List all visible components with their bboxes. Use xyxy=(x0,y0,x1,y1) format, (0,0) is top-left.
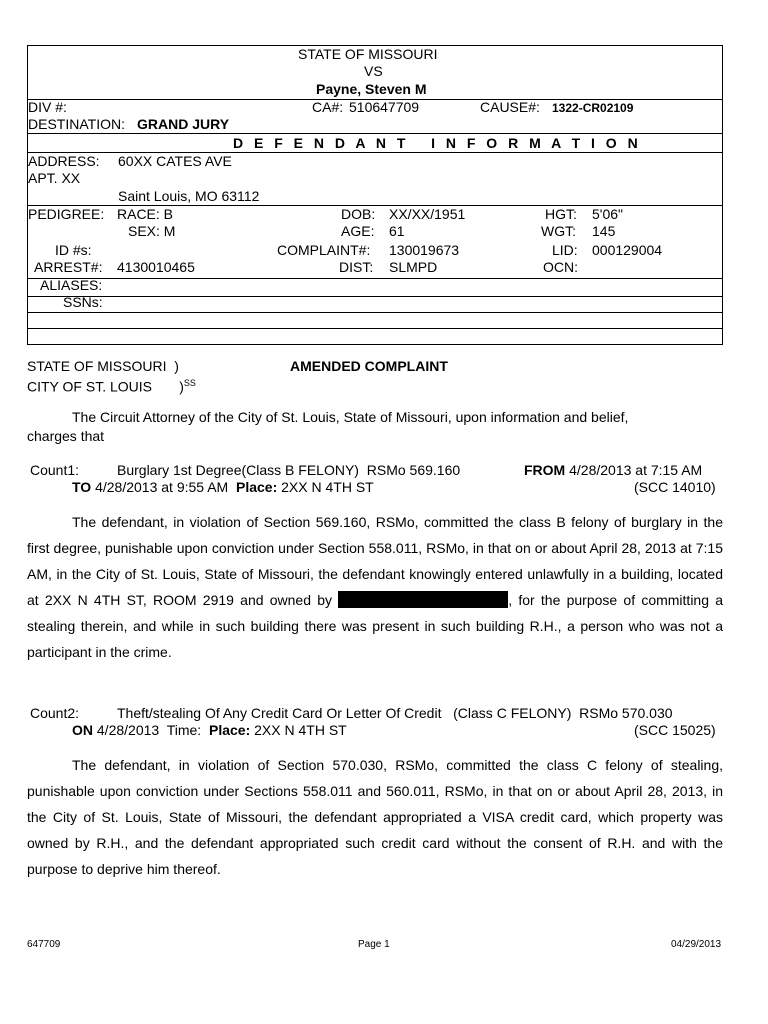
place-label: Place: xyxy=(235,479,278,495)
divider xyxy=(28,328,722,329)
place-label-2: Place: xyxy=(208,722,251,738)
section-title: D E F E N D A N T I N F O R M A T I O N xyxy=(233,135,642,151)
address-line3: Saint Louis, MO 63112 xyxy=(118,188,260,204)
lid-value: 000129004 xyxy=(592,242,663,258)
divider xyxy=(28,278,722,279)
destination-value: GRAND JURY xyxy=(137,116,230,132)
from-value: 4/28/2013 at 7:15 AM xyxy=(569,462,703,478)
address-label: ADDRESS: xyxy=(28,153,100,169)
dob-label: DOB: xyxy=(341,206,376,222)
hgt-value: 5'06" xyxy=(592,206,624,222)
place-value-2: 2XX N 4TH ST xyxy=(254,722,347,738)
redaction-bar xyxy=(338,591,508,608)
arrest-value: 4130010465 xyxy=(117,259,195,275)
footer-date: 04/29/2013 xyxy=(671,939,722,950)
div-label: DIV #: xyxy=(28,99,67,115)
aliases-label: ALIASES: xyxy=(40,277,103,293)
vs-label: VS xyxy=(364,63,383,79)
divider xyxy=(28,312,722,313)
state-title: STATE OF MISSOURI xyxy=(298,46,438,62)
caption-city xyxy=(27,375,196,396)
count1-from xyxy=(524,462,702,479)
count1-paragraph xyxy=(27,509,723,665)
address-line2: APT. XX xyxy=(28,170,81,186)
age-label: AGE: xyxy=(341,223,375,239)
wgt-label: WGT: xyxy=(541,223,576,239)
count1-text-a: The defendant, in violation of Section 569.160, RSMo, committed the class B felony of burglary in the first degree, punishable upon conviction under Section 558.011, RSMo, in that on or about April 28, 2013 at 7:15 AM, in the City of St. Louis, State of Missouri, the defendant knowingly entered unlawfully in a building, located at 2XX N 4TH ST, ROOM 2919 and owned by xyxy=(27,514,723,608)
on-value: 4/28/2013 xyxy=(96,722,160,738)
defendant-name: Payne, Steven M xyxy=(316,81,427,97)
count2-paragraph: The defendant, in violation of Section 570.030, RSMo, committed the class C felony of stealing, punishable upon conviction under Sections 558.011 and 560.011, RSMo, in that on or about April 28, 2013, in the City of St. Louis, State of Missouri, the defendant appropriated a VISA credit card, which property was owned by R.H., and the defendant appropriated such credit card without the consent of R.H. and with the purpose to deprive him thereof. xyxy=(27,757,723,877)
destination-label: DESTINATION: xyxy=(28,116,125,132)
count2-on xyxy=(72,722,347,739)
pedigree-label: PEDIGREE: xyxy=(28,206,105,222)
count1-text-b: , for the purpose of committing a stealing therein, and while in such building there was present in such building R.H., a person who was not a participant in the crime. xyxy=(27,592,724,660)
count1-offense: Burglary 1st Degree(Class B FELONY) RSMo 569.160 xyxy=(117,462,461,478)
lid-label: LID: xyxy=(552,242,578,258)
cause-label: CAUSE#: xyxy=(480,99,540,115)
count2-label: Count2: xyxy=(30,705,80,721)
divider xyxy=(28,296,722,297)
dob-value: XX/XX/1951 xyxy=(389,206,466,222)
id-label: ID #s: xyxy=(55,242,92,258)
ca-value: 510647709 xyxy=(349,99,420,115)
arrest-label: ARREST#: xyxy=(34,259,103,275)
complaint-value: 130019673 xyxy=(389,242,460,258)
place-value: 2XX N 4TH ST xyxy=(281,479,374,495)
dist-value: SLMPD xyxy=(389,259,438,275)
hgt-label: HGT: xyxy=(545,206,577,222)
divider xyxy=(28,133,722,134)
count2-offense: Theft/stealing Of Any Credit Card Or Letter Of Credit (Class C FELONY) RSMo 570.030 xyxy=(117,705,673,721)
dist-label: DIST: xyxy=(339,259,374,275)
ssns-label: SSNs: xyxy=(63,294,103,310)
complaint-title: AMENDED COMPLAINT xyxy=(290,358,448,374)
ocn-label: OCN: xyxy=(543,259,578,275)
count2-scc: (SCC 15025) xyxy=(634,722,716,738)
address-line1: 60XX CATES AVE xyxy=(118,153,232,169)
count1-to xyxy=(72,479,374,496)
race-field: RACE: B xyxy=(117,206,174,222)
to-value: 4/28/2013 at 9:55 AM xyxy=(95,479,229,495)
footer-page: Page 1 xyxy=(358,939,390,950)
age-value: 61 xyxy=(389,223,405,239)
intro-line2: charges that xyxy=(27,428,105,444)
from-label: FROM xyxy=(524,462,566,478)
count1-label: Count1: xyxy=(30,462,80,478)
footer-doc-id: 647709 xyxy=(27,939,61,950)
on-label: ON xyxy=(72,722,93,738)
to-label: TO xyxy=(72,479,92,495)
cause-value: 1322-CR02109 xyxy=(552,101,634,115)
ss-mark: SS xyxy=(183,378,196,388)
wgt-value: 145 xyxy=(592,223,616,239)
sex-field: SEX: M xyxy=(128,223,176,239)
caption-city-text: CITY OF ST. LOUIS ) xyxy=(27,378,184,395)
intro-line1: The Circuit Attorney of the City of St. Louis, State of Missouri, upon information and belief, xyxy=(72,409,629,425)
ca-label: CA#: xyxy=(312,99,344,115)
caption-state: STATE OF MISSOURI ) xyxy=(27,358,179,374)
complaint-label: COMPLAINT#: xyxy=(277,242,371,258)
count1-scc: (SCC 14010) xyxy=(634,479,716,495)
time-label: Time: xyxy=(166,722,202,738)
